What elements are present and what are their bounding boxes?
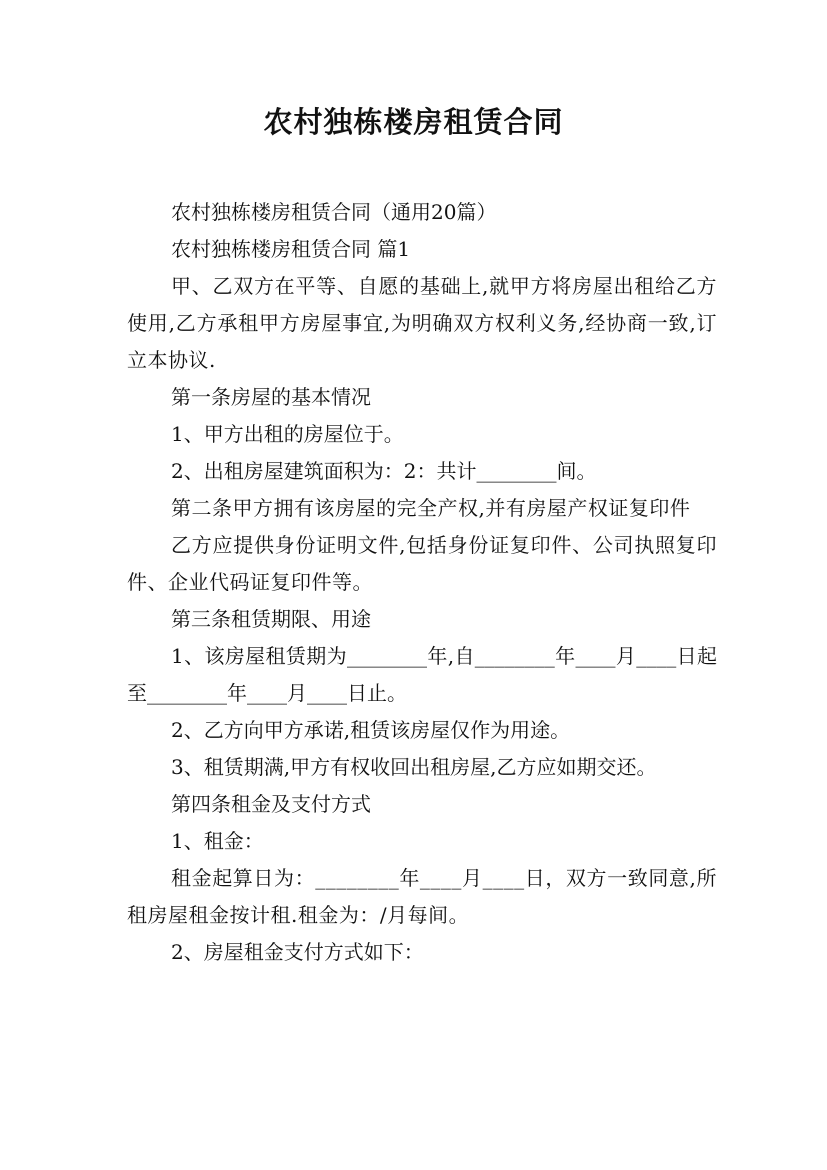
paragraph-article-3-heading: 第三条租赁期限、用途 (171, 607, 371, 631)
paragraph-article-3-item-2: 2、乙方向甲方承诺,租赁该房屋仅作为用途。 (171, 718, 571, 742)
document-title: 农村独栋楼房租赁合同 (263, 105, 564, 139)
paragraph-article-3-item-3: 3、租赁期满,甲方有权收回出租房屋,乙方应如期交还。 (171, 755, 657, 779)
paragraph-article-4-item-2: 2、房屋租金支付方式如下： (171, 940, 424, 964)
paragraph-article-4-heading: 第四条租金及支付方式 (171, 792, 371, 816)
paragraph-article-3-item-1: 1、该房屋租赁期为________年,自________年____月____日起至________年____月____日止。 (127, 644, 717, 705)
document-body (127, 194, 717, 971)
paragraph-article-2-body: 乙方应提供身份证明文件,包括身份证复印件、公司执照复印件、企业代码证复印件等。 (127, 533, 717, 594)
paragraph-subtitle: 农村独栋楼房租赁合同（通用20篇） (171, 200, 497, 224)
paragraph-preamble: 甲、乙双方在平等、自愿的基础上,就甲方将房屋出租给乙方使用,乙方承租甲方房屋事宜,为明确双方权利义务,经协商一致,订立本协议. (127, 274, 717, 372)
paragraph-article-4-item-1: 1、租金： (171, 829, 264, 853)
paragraph-article-1-item-2: 2、出租房屋建筑面积为：2：共计________间。 (171, 459, 597, 483)
paragraph-article-1-item-1: 1、甲方出租的房屋位于。 (171, 422, 404, 446)
paragraph-section-heading: 农村独栋楼房租赁合同 篇1 (171, 237, 411, 261)
paragraph-article-2-heading: 第二条甲方拥有该房屋的完全产权,并有房屋产权证复印件 (171, 496, 691, 520)
paragraph-article-1-heading: 第一条房屋的基本情况 (171, 385, 371, 409)
paragraph-article-4-rent-start: 租金起算日为：________年____月____日，双方一致同意,所租房屋租金按计租.租金为：/月每间。 (127, 866, 717, 927)
